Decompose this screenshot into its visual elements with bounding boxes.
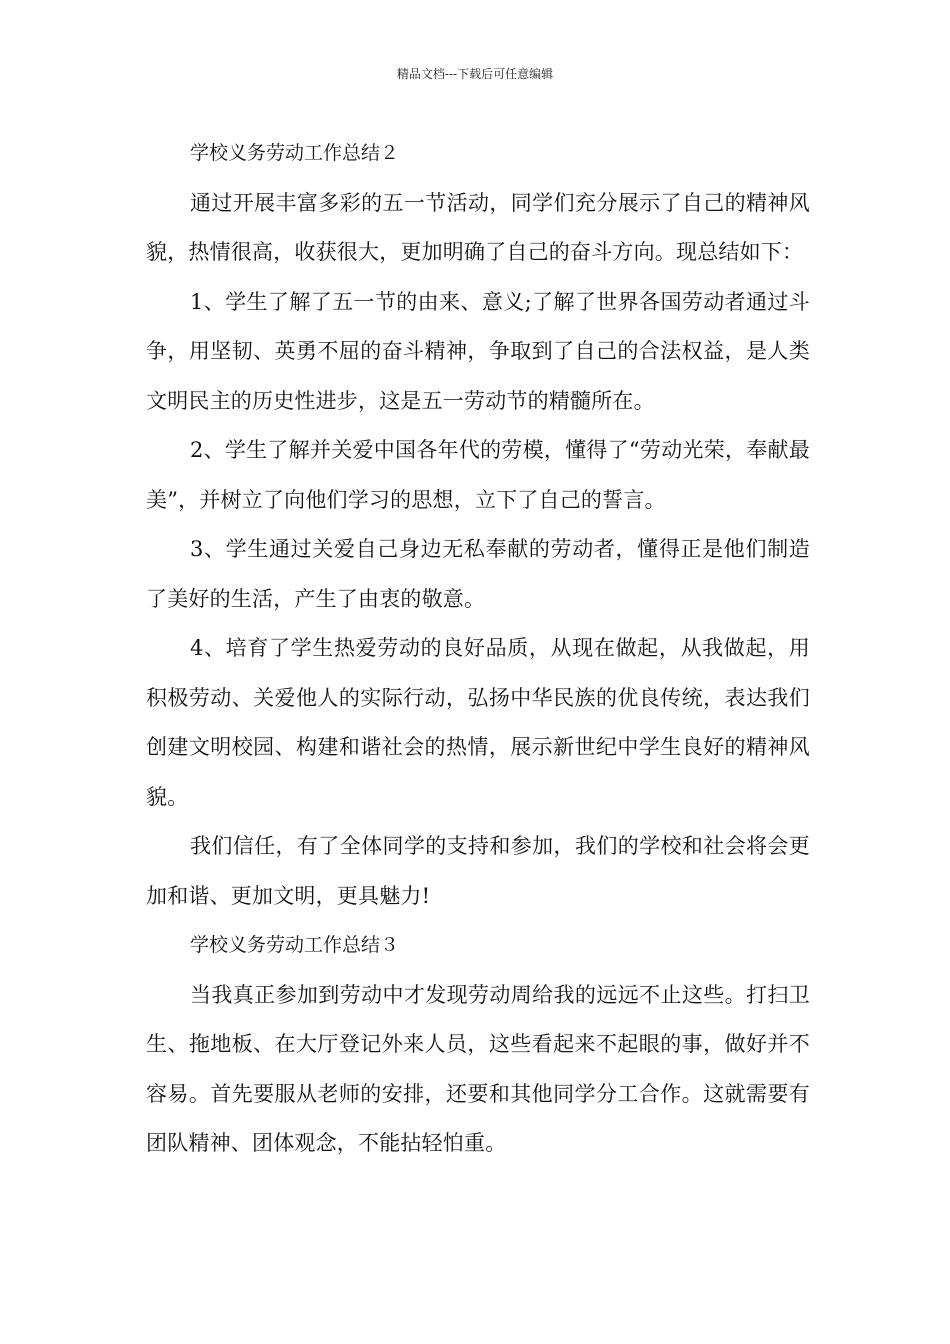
paragraph-item-2: 2、学生了解并关爱中国各年代的劳模，懂得了“劳动光荣，奉献最美”，并树立了向他们学习的思想，立下了自己的誓言。 [146,438,810,512]
paragraph-item-1: 1、学生了解了五一节的由来、意义;了解了世界各国劳动者通过斗争，用坚韧、英勇不屈的奋斗精神，争取到了自己的合法权益，是人类文明民主的历史性进步，这是五一劳动节的精髓所在。 [146,289,810,413]
document-body [146,129,810,1169]
section-heading-2: 学校义务劳动工作总结２ [190,142,400,164]
page-header: 精品文档---下载后可任意编辑 [396,67,554,81]
paragraph-section-3: 当我真正参加到劳动中才发现劳动周给我的远远不止这些。打扫卫生、拖地板、在大厅登记外来人员，这些看起来不起眼的事，做好并不容易。首先要服从老师的安排，还要和其他同学分工合作。这就需要有团队精神、团体观念，不能拈轻怕重。 [146,982,810,1155]
paragraph-item-3: 3、学生通过关爱自己身边无私奉献的劳动者，懂得正是他们制造了美好的生活，产生了由衷的敬意。 [146,537,810,611]
paragraph-conclusion: 我们信任，有了全体同学的支持和参加，我们的学校和社会将会更加和谐、更加文明，更具魅力! [146,834,810,908]
paragraph-item-4: 4、培育了学生热爱劳动的良好品质，从现在做起，从我做起，用积极劳动、关爱他人的实际行动，弘扬中华民族的优良传统，表达我们创建文明校园、构建和谐社会的热情，展示新世纪中学生良好的精神风貌。 [146,636,810,809]
section-heading-3: 学校义务劳动工作总结３ [190,934,400,956]
paragraph-intro: 通过开展丰富多彩的五一节活动，同学们充分展示了自己的精神风貌，热情很高，收获很大，更加明确了自己的奋斗方向。现总结如下： [146,190,810,264]
